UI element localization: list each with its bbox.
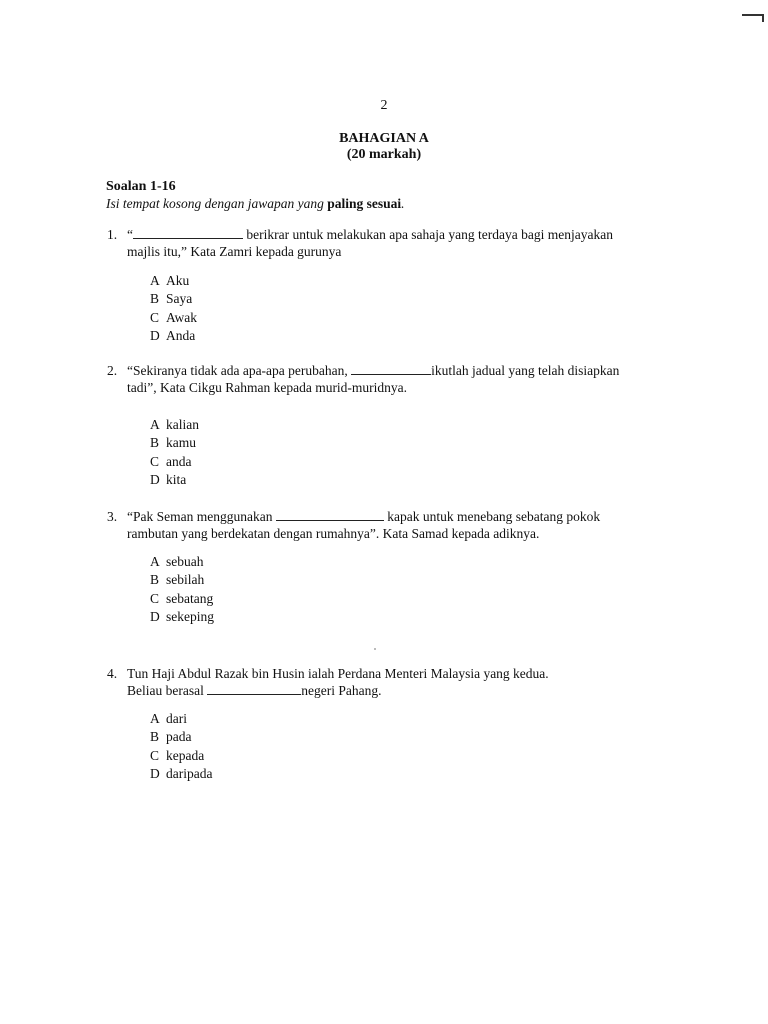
question-number: 2.: [107, 363, 118, 378]
options-4: [150, 710, 212, 783]
scan-speck: [374, 648, 376, 650]
option-letter: B: [150, 729, 160, 745]
question-text: [127, 508, 687, 542]
answer-blank: [276, 509, 384, 521]
option-letter: C: [150, 590, 160, 606]
instruction-end: .: [401, 196, 405, 211]
option-text: Saya: [166, 291, 193, 307]
option-letter: D: [150, 765, 160, 781]
soalan-range: Soalan 1-16: [106, 179, 176, 194]
options-1: [150, 272, 197, 345]
question-line-2: [127, 682, 687, 699]
option-letter: C: [150, 453, 160, 469]
instruction-italic: Isi tempat kosong dengan jawapan yang: [106, 196, 328, 211]
option-letter: B: [150, 435, 160, 451]
question-2: [107, 362, 687, 396]
question-line-1-text: berikrar untuk melakukan apa sahaja yang terdaya bagi menjayakan: [243, 227, 613, 242]
answer-blank: [133, 227, 243, 239]
option-text: sebuah: [166, 554, 204, 569]
instruction-bold: paling sesuai: [327, 196, 402, 211]
option-letter: D: [150, 608, 160, 624]
option-letter: B: [150, 572, 160, 588]
option-d[interactable]: [150, 608, 214, 626]
question-text: [127, 362, 687, 396]
open-quote: “: [127, 227, 133, 242]
option-text: daripada: [166, 765, 213, 781]
question-line-1-start: “Sekiranya tidak ada apa-apa perubahan,: [127, 363, 352, 378]
options-3: [150, 553, 214, 626]
option-text: Aku: [166, 273, 190, 288]
question-number: 3.: [107, 509, 118, 524]
question-line-2-start: Beliau berasal: [127, 683, 208, 698]
question-line-2: majlis itu,” Kata Zamri kepada gurunya: [127, 244, 342, 259]
question-text: [127, 226, 687, 260]
option-text: dari: [166, 711, 187, 726]
question-line-1-end: kapak untuk menebang sebatang pokok: [383, 509, 601, 524]
question-text: [127, 665, 687, 699]
question-line-1: [127, 508, 687, 525]
question-line-1: Tun Haji Abdul Razak bin Husin ialah Perdana Menteri Malaysia yang kedua.: [127, 666, 549, 681]
section-marks: (20 markah): [346, 147, 422, 162]
option-c[interactable]: [150, 309, 197, 327]
option-a[interactable]: [150, 710, 212, 728]
question-number: 4.: [107, 666, 118, 681]
option-d[interactable]: [150, 765, 212, 783]
option-c[interactable]: [150, 590, 214, 608]
option-b[interactable]: [150, 571, 214, 589]
option-b[interactable]: [150, 728, 212, 746]
option-letter: C: [150, 309, 160, 325]
option-a[interactable]: [150, 416, 199, 434]
option-text: kepada: [166, 747, 205, 763]
answer-blank: [207, 683, 301, 695]
option-b[interactable]: [150, 434, 199, 452]
question-line-2: tadi”, Kata Cikgu Rahman kepada murid-muridnya.: [127, 380, 408, 395]
question-line-1: [127, 362, 687, 379]
option-letter: D: [150, 327, 160, 343]
option-text: kita: [166, 471, 187, 487]
options-2: [150, 416, 199, 489]
question-number: 1.: [107, 227, 118, 242]
option-d[interactable]: [150, 471, 199, 489]
option-c[interactable]: [150, 747, 212, 765]
option-letter: C: [150, 747, 160, 763]
option-letter: D: [150, 471, 160, 487]
option-letter: A: [150, 711, 160, 726]
option-text: Anda: [166, 327, 196, 343]
option-text: kalian: [166, 417, 199, 432]
option-b[interactable]: [150, 290, 197, 308]
question-line-2-end: negeri Pahang.: [301, 683, 382, 698]
option-text: anda: [166, 453, 192, 469]
corner-mark: [742, 14, 764, 16]
question-line-1-start: “Pak Seman menggunakan: [127, 509, 276, 524]
option-letter: A: [150, 554, 160, 569]
page-number: 2: [380, 98, 388, 113]
option-text: sebatang: [166, 590, 214, 606]
question-3: [107, 508, 687, 542]
option-text: kamu: [166, 435, 196, 451]
option-letter: A: [150, 273, 160, 288]
option-text: sebilah: [166, 572, 205, 588]
option-d[interactable]: [150, 327, 197, 345]
question-4: [107, 665, 687, 699]
option-text: pada: [166, 729, 192, 745]
option-a[interactable]: [150, 553, 214, 571]
option-text: sekeping: [166, 608, 214, 624]
instruction: [106, 196, 405, 212]
question-line-1: [127, 226, 687, 243]
option-c[interactable]: [150, 453, 199, 471]
option-a[interactable]: [150, 272, 197, 290]
section-heading: [0, 131, 768, 163]
question-1: [107, 226, 687, 260]
section-title: BAHAGIAN A: [339, 131, 429, 146]
question-line-2: rambutan yang berdekatan dengan rumahnya”. Kata Samad kepada adiknya.: [127, 526, 540, 541]
option-letter: A: [150, 417, 160, 432]
question-line-1-end: ikutlah jadual yang telah disiapkan: [431, 363, 620, 378]
option-letter: B: [150, 291, 160, 307]
answer-blank: [351, 363, 431, 375]
option-text: Awak: [166, 309, 198, 325]
